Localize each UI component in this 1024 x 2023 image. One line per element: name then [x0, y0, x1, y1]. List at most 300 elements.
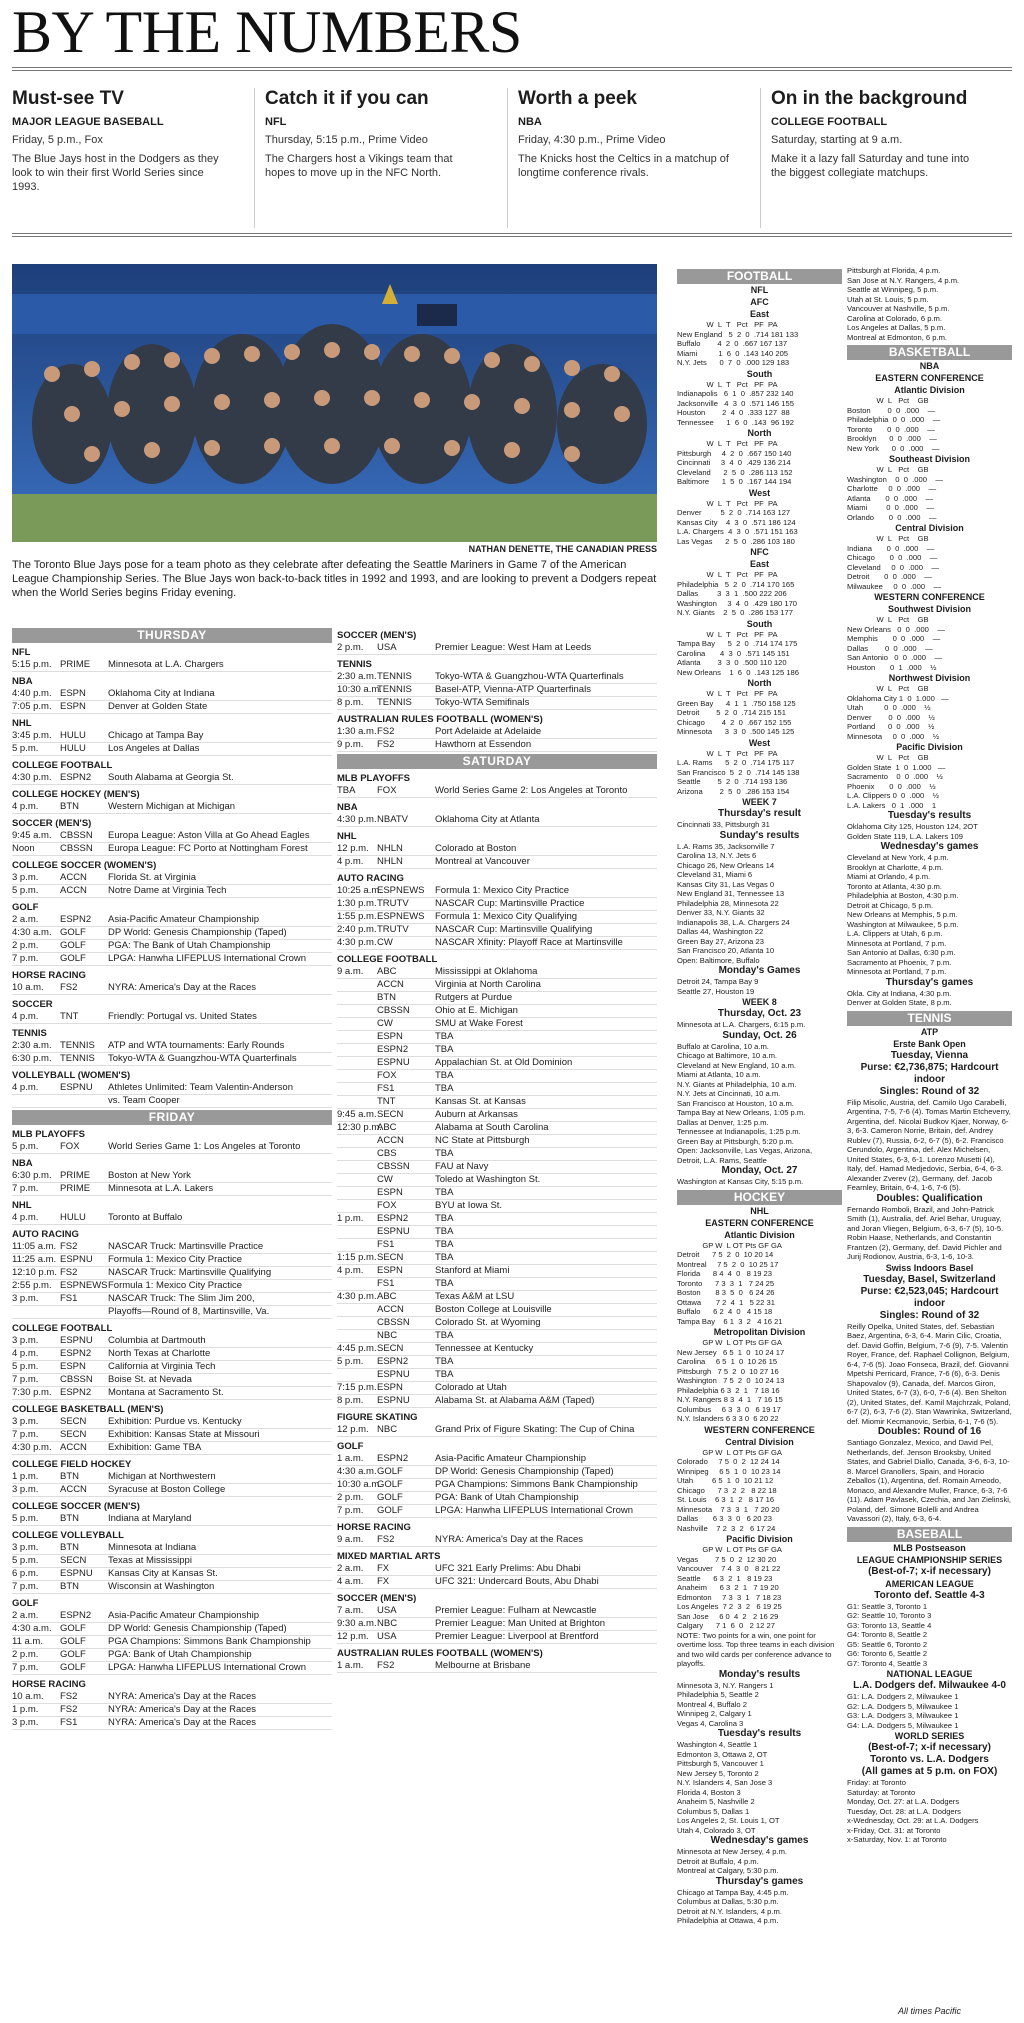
listing-time: 4:30 a.m. [337, 1466, 377, 1477]
feature-desc: The Knicks host the Celtics in a matchup of longtime conference rivals. [518, 153, 729, 179]
listing-network: BTN [60, 1581, 79, 1592]
stat-line: Cincinnati 33, Pittsburgh 31 [677, 820, 770, 829]
sport-heading: MLB PLAYOFFS [12, 1129, 86, 1140]
listing-network: ESPNU [60, 1335, 93, 1346]
sport-heading: COLLEGE FOOTBALL [12, 760, 113, 771]
listing-row [337, 1252, 657, 1265]
listing-network: GOLF [60, 1623, 86, 1634]
listing-row [12, 872, 332, 885]
listing-network: NBC [377, 1618, 398, 1629]
listing-row [12, 1636, 332, 1649]
listing-time [337, 1096, 377, 1108]
stat-line: Minnesota 3, N.Y. Rangers 1 [677, 1680, 774, 1690]
stat-line: Florida 4, Boston 3 [677, 1787, 741, 1797]
listing-network: ABC [377, 1291, 397, 1302]
stat-subheading: EASTERN CONFERENCE [705, 1217, 814, 1228]
listing-event: Playoffs—Round of 8, Martinsville, Va. [108, 1306, 270, 1317]
listing-time [337, 1369, 377, 1381]
stat-line: Orlando 0 0 .000 — [847, 512, 937, 522]
listing-row [12, 801, 332, 814]
stat-subheading: Pacific Division [726, 1534, 793, 1544]
sport-heading: NFL [12, 647, 31, 658]
stat-line: New England 5 2 0 .714 181 133 [677, 329, 799, 339]
stat-line: Montreal at Edmonton, 6 p.m. [847, 332, 948, 342]
stat-line: Indianapolis 6 1 0 .857 232 140 [677, 389, 794, 398]
listing-time: 7 p.m. [337, 1505, 364, 1516]
stat-line: Tampa Bay 5 2 0 .714 174 175 [677, 639, 798, 648]
stat-subheading: Pacific Division [896, 742, 963, 752]
listing-network: NHLN [377, 856, 403, 867]
stat-line: GP W L OT Pts GF GA [677, 1240, 782, 1250]
listing-row [337, 1031, 657, 1044]
stat-line: Washington at Kansas City, 5:15 p.m. [677, 1177, 804, 1186]
stat-line: Vegas 7 5 0 2 12 30 20 [677, 1554, 777, 1564]
listing-event: Kansas City at Kansas St. [108, 1568, 218, 1579]
stat-line: Florida 8 4 4 0 8 19 23 [677, 1269, 772, 1278]
stat-line: Philadelphia 5 2 0 .714 170 165 [677, 579, 795, 589]
stat-line: G4: Toronto 8, Seattle 2 [847, 1630, 928, 1639]
listing-network: GOLF [377, 1466, 403, 1477]
listing-event: TBA [435, 1226, 454, 1237]
stat-line: Houston 0 1 .000 ½ [847, 662, 937, 672]
listing-network: GOLF [60, 1649, 86, 1660]
stat-line: N.Y. Giants at Philadelphia, 10 a.m. [677, 1079, 797, 1089]
listing-row [12, 1649, 332, 1662]
sport-section-header: BASEBALL [847, 1527, 1012, 1542]
listing-time: 10:30 a.m. [337, 684, 382, 695]
sport-heading: AUSTRALIAN RULES FOOTBALL (WOMEN'S) [337, 1648, 543, 1659]
listing-row [337, 843, 657, 856]
listing-network: ACCN [60, 1442, 87, 1453]
stat-line: Edmonton 3, Ottawa 2, OT [677, 1749, 768, 1759]
stat-line: Miami at Atlanta, 10 a.m. [677, 1070, 761, 1079]
listing-row [12, 914, 332, 927]
stat-line: Los Angeles at Dallas, 5 p.m. [847, 323, 946, 332]
stat-line: Detroit at Chicago, 5 p.m. [847, 900, 934, 910]
listing-time: 4:30 p.m. [337, 814, 377, 825]
stat-line: Atlanta 0 0 .000 — [847, 493, 934, 503]
listing-time: 1:30 a.m. [337, 726, 377, 737]
listing-event: TBA [435, 1187, 454, 1198]
listing-event: Premier League: West Ham at Leeds [435, 642, 592, 653]
listing-network: GOLF [60, 1636, 86, 1647]
stat-line: N.Y. Islanders 6 3 3 0 6 20 22 [677, 1414, 779, 1423]
stat-line: N.Y. Jets 0 7 0 .000 129 183 [677, 358, 790, 367]
listing-row [337, 979, 657, 992]
stat-day-label: Tuesday, Basel, Switzerland [863, 1273, 996, 1285]
listing-event: NYRA: America's Day at the Races [108, 1704, 257, 1715]
stat-subheading: Central Division [725, 1436, 794, 1447]
listing-event: TBA [435, 1044, 454, 1055]
stat-line: G5: Seattle 6, Toronto 2 [847, 1639, 928, 1649]
listing-row [337, 1563, 657, 1576]
listing-event: Athletes Unlimited: Team Valentin-Anderson [108, 1082, 293, 1093]
listing-event: Port Adelaide at Adelaide [435, 726, 542, 737]
listing-time: 2:30 a.m. [337, 671, 377, 682]
listing-network: BTN [60, 1542, 79, 1553]
stat-note: NOTE: Two points for a win, one point for overtime loss. Top three teams in each division and two wild cards per conference advance to playoffs. [677, 1630, 835, 1668]
listing-network: ACCN [60, 1484, 87, 1495]
listing-event: NASCAR Xfinity: Playoff Race at Martinsville [435, 937, 623, 948]
listing-network: ESPNU [60, 1082, 93, 1093]
listing-row [12, 1241, 332, 1254]
stat-line: G1: Seattle 3, Toronto 1 [847, 1601, 928, 1611]
listing-network: FOX [377, 785, 397, 796]
listing-network: ACCN [377, 979, 404, 990]
listing-event: Exhibition: Kansas State at Missouri [108, 1429, 260, 1440]
sport-heading: NHL [12, 718, 32, 729]
listing-network: FS2 [60, 1704, 78, 1715]
listing-time: 3 p.m. [12, 1335, 39, 1346]
listing-network: FX [377, 1576, 390, 1587]
listing-time [337, 1148, 377, 1160]
listing-time: 1 a.m. [337, 1453, 364, 1464]
stat-line: Green Bay at Pittsburgh, 5:20 p.m. [677, 1136, 794, 1146]
title-rule [12, 67, 1012, 68]
day-header: FRIDAY [12, 1110, 332, 1125]
listing-row [337, 1070, 657, 1083]
sport-heading: SOCCER [12, 999, 53, 1010]
listing-event: TBA [435, 1330, 454, 1341]
stat-line: Minnesota at Portland, 7 p.m. [847, 938, 947, 948]
listing-time: 4 p.m. [12, 1212, 39, 1223]
listing-row [337, 726, 657, 739]
stat-line: Philadelphia at Boston, 4:30 p.m. [847, 891, 959, 900]
listing-time [12, 1095, 60, 1107]
listing-network: CW [377, 937, 393, 948]
listing-network: ESPNU [377, 1369, 410, 1380]
listing-row [12, 927, 332, 940]
stat-line: Carolina 6 5 1 0 10 26 15 [677, 1357, 778, 1366]
sport-section-header: TENNIS [847, 1011, 1012, 1026]
listing-event: TBA [435, 1031, 454, 1042]
listing-event: Toledo at Washington St. [435, 1174, 541, 1185]
listing-event: South Alabama at Georgia St. [108, 772, 234, 783]
stat-line: Dallas 6 3 3 0 6 20 23 [677, 1514, 772, 1523]
stat-line: Charlotte 0 0 .000 — [847, 484, 937, 493]
stat-line: Washington 7 5 2 0 10 24 13 [677, 1376, 785, 1385]
listing-row [337, 684, 657, 697]
stat-line: Anaheim 6 3 2 1 7 19 20 [677, 1583, 779, 1592]
listing-network: PRIME [60, 1170, 91, 1181]
listing-time: 8 p.m. [337, 697, 364, 708]
listing-event: Ohio at E. Michigan [435, 1005, 518, 1016]
listing-row [337, 697, 657, 710]
listing-event: Western Michigan at Michigan [108, 801, 236, 812]
listing-network: SECN [60, 1429, 87, 1440]
listing-network: ACCN [377, 1135, 404, 1146]
stat-line: N.Y. Jets at Cincinnati, 10 a.m. [677, 1089, 781, 1098]
listing-network: SECN [377, 1252, 404, 1263]
photo-credit: NATHAN DENETTE, THE CANADIAN PRESS [468, 544, 657, 554]
listing-event: Oklahoma City at Atlanta [435, 814, 540, 825]
footer-note: All times Pacific [897, 2006, 961, 2016]
listing-network: ESPN2 [60, 772, 92, 783]
stat-line: San Jose at N.Y. Rangers, 4 p.m. [847, 275, 960, 285]
sport-heading: COLLEGE SOCCER (MEN'S) [12, 1501, 140, 1512]
listing-event: NASCAR Truck: Martinsville Practice [108, 1241, 264, 1252]
listing-row [337, 1369, 657, 1382]
listing-event: NYRA: America's Day at the Races [435, 1534, 584, 1545]
features-rule-2 [12, 236, 1012, 237]
listing-row [337, 856, 657, 869]
listing-network: CBSSN [377, 1161, 410, 1172]
sport-section-header: BASKETBALL [847, 345, 1012, 360]
stat-line: Monday, Oct. 27: at L.A. Dodgers [847, 1797, 960, 1806]
listing-time: 4:40 p.m. [12, 688, 52, 699]
listing-network [60, 1095, 108, 1107]
stat-line: Detroit 5 2 0 .714 215 151 [677, 708, 786, 717]
listing-event: TBA [435, 1070, 454, 1081]
stat-line: Detroit at Buffalo, 4 p.m. [677, 1856, 759, 1866]
listing-row [12, 1387, 332, 1400]
listing-row [12, 659, 332, 672]
listing-row [12, 1662, 332, 1675]
listing-event: NASCAR Cup: Martinsville Practice [435, 898, 585, 909]
stat-subheading: Southwest Division [887, 604, 971, 614]
listing-row [12, 1471, 332, 1484]
stat-line: Buffalo 6 2 4 0 4 15 18 [677, 1307, 773, 1316]
listing-time [337, 1304, 377, 1316]
stat-line: G3: Toronto 13, Seattle 4 [847, 1620, 932, 1630]
stat-line: Denver 33, N.Y. Giants 32 [677, 908, 765, 917]
listing-time: 2 a.m. [12, 914, 39, 925]
listing-row [12, 1416, 332, 1429]
listing-event: World Series Game 2: Los Angeles at Toronto [435, 785, 628, 796]
listing-network: ABC [377, 966, 397, 977]
stat-line: W L T Pct PF PA [677, 498, 778, 508]
stat-day-label: Thursday's games [885, 976, 974, 988]
listing-row [337, 1239, 657, 1252]
stat-line: Detroit 7 5 2 0 10 20 14 [677, 1250, 774, 1259]
listing-time: 9 a.m. [337, 1534, 364, 1545]
feature-head: Must-see TV [12, 88, 124, 109]
stat-subheading: West [748, 487, 771, 498]
stat-line: Oklahoma City 1 0 1.000 — [847, 693, 949, 703]
listing-row [12, 1348, 332, 1361]
listing-event: TBA [435, 1083, 454, 1094]
stat-line: Cleveland at New York, 4 p.m. [847, 853, 949, 862]
listing-network: GOLF [60, 953, 86, 964]
listing-network: ACCN [377, 1304, 404, 1315]
listing-event: Exhibition: Game TBA [108, 1442, 202, 1453]
stat-line: Seattle 27, Houston 19 [677, 986, 755, 996]
stat-line: Cincinnati 3 4 0 .429 136 214 [677, 458, 791, 467]
stat-line: W L T Pct PF PA [677, 439, 778, 448]
listing-time: 4:30 p.m. [12, 1442, 52, 1453]
listing-network: ESPN2 [377, 1213, 409, 1224]
stat-line: Tennessee 1 6 0 .143 96 192 [677, 417, 794, 427]
listing-time [337, 1083, 377, 1095]
listing-row [12, 1429, 332, 1442]
listing-row [337, 1479, 657, 1492]
listing-time: 2:55 p.m. [12, 1280, 52, 1291]
stat-subheading: Atlantic Division [894, 385, 965, 395]
stat-subheading: WESTERN CONFERENCE [704, 1424, 815, 1435]
listing-network: NBATV [377, 814, 408, 825]
stat-line: Baltimore 1 5 0 .167 144 194 [677, 477, 792, 486]
stat-line: Indiana 0 0 .000 — [847, 543, 935, 553]
sport-heading: SOCCER (MEN'S) [12, 818, 92, 829]
stat-line: New York 0 0 .000 — [847, 443, 940, 453]
listing-time [337, 1174, 377, 1186]
listing-time: 4:30 a.m. [12, 1623, 52, 1634]
listing-network: NBC [377, 1330, 398, 1341]
stat-line: Utah 0 0 .000 ½ [847, 703, 931, 712]
listing-time: 2 p.m. [12, 1649, 39, 1660]
listing-time: 1 p.m. [337, 1213, 364, 1224]
listing-network: PRIME [60, 659, 91, 670]
listing-time [337, 1057, 377, 1069]
listing-row [337, 1057, 657, 1070]
listing-network: SECN [377, 1109, 404, 1120]
listing-time: 2 a.m. [337, 1563, 364, 1574]
listing-row [12, 1691, 332, 1704]
stat-line: Miami at Orlando, 4 p.m. [847, 872, 931, 881]
listing-network: FOX [377, 1070, 397, 1081]
stat-line: Boston 0 0 .000 — [847, 405, 936, 415]
listing-event: TBA [435, 1369, 454, 1380]
listing-event: Virginia at North Carolina [435, 979, 541, 990]
stat-line: San Antonio 0 0 .000 — [847, 653, 942, 662]
stat-line: Tuesday, Oct. 28: at L.A. Dodgers [847, 1806, 961, 1816]
listing-time: 12 p.m. [337, 843, 369, 854]
listing-time [337, 1005, 377, 1017]
listing-event: vs. Team Cooper [108, 1095, 180, 1106]
listing-event: UFC 321 Early Prelims: Abu Dhabi [435, 1563, 581, 1574]
stat-line: GP W L OT Pts GF GA [677, 1447, 782, 1457]
stat-line: Friday: at Toronto [847, 1778, 906, 1787]
listing-event: NYRA: America's Day at the Races [108, 1691, 257, 1702]
stat-line: Buffalo 4 2 0 .667 167 137 [677, 339, 788, 348]
listing-row [12, 1280, 332, 1293]
stat-line: Phoenix 0 0 .000 ½ [847, 781, 936, 791]
listing-time: 1:15 p.m. [337, 1252, 377, 1263]
stat-line: Seattle 6 3 2 1 8 19 23 [677, 1573, 773, 1583]
listing-time [337, 979, 377, 991]
stat-subheading: West [748, 737, 771, 748]
listing-time: 3 p.m. [12, 1717, 39, 1728]
listing-network: FS2 [60, 1267, 78, 1278]
stat-day-label: Wednesday's games [880, 841, 979, 852]
listing-event: NYRA: America's Day at the Races [108, 1717, 257, 1728]
listing-row [12, 1374, 332, 1387]
listing-time: 12 p.m. [337, 1631, 369, 1642]
listing-network: GOLF [60, 940, 86, 951]
listing-time: 4 p.m. [337, 856, 364, 867]
listing-network: USA [377, 1631, 397, 1642]
listing-time: 9 p.m. [337, 739, 364, 750]
stat-subheading: WORLD SERIES [894, 1731, 965, 1741]
sport-heading: COLLEGE FIELD HOCKEY [12, 1459, 132, 1470]
listing-network: GOLF [60, 1662, 86, 1673]
listing-event: Boston at New York [108, 1170, 191, 1181]
stat-day-label: Monday, Oct. 27 [721, 1165, 798, 1176]
listing-network: ESPN2 [377, 1356, 409, 1367]
listing-network: TNT [377, 1096, 396, 1107]
listing-row [337, 1135, 657, 1148]
listing-network: ESPN [60, 1361, 86, 1372]
listing-event: Grand Prix of Figure Skating: The Cup of China [435, 1424, 635, 1435]
stat-line: Open: Jacksonville, Las Vegas, Arizona, [677, 1146, 813, 1155]
stat-line: W L Pct GB [847, 396, 929, 405]
stat-line: Detroit 0 0 .000 — [847, 572, 932, 581]
listing-event: Formula 1: Mexico City Practice [108, 1280, 243, 1291]
listing-row [12, 830, 332, 843]
stat-line: Detroit at N.Y. Islanders, 4 p.m. [677, 1906, 782, 1916]
sport-heading: NHL [337, 831, 357, 842]
stat-line: W L T Pct PF PA [677, 629, 778, 639]
sport-heading: COLLEGE BASKETBALL (MEN'S) [12, 1404, 164, 1415]
listing-row [12, 843, 332, 856]
listing-row [337, 966, 657, 979]
listing-time [337, 1200, 377, 1212]
listing-time: 12:30 p.m. [337, 1122, 382, 1133]
listing-row [12, 1442, 332, 1455]
listing-network: CBSSN [60, 1374, 93, 1385]
stat-line: Washington 4, Seattle 1 [677, 1740, 758, 1749]
listing-network: FS2 [377, 1660, 395, 1671]
listing-row [12, 953, 332, 966]
stat-line: G7: Toronto 4, Seattle 3 [847, 1658, 928, 1668]
feature-catch [254, 88, 490, 228]
page-title: BY THE NUMBERS [12, 0, 522, 65]
listing-event: World Series Game 1: Los Angeles at Toronto [108, 1141, 301, 1152]
stat-line: GP W L OT Pts GF GA [677, 1338, 782, 1347]
stat-day-label: Thursday, Oct. 23 [717, 1008, 802, 1019]
stat-line: Columbus 5, Dallas 1 [677, 1806, 750, 1816]
listing-event: TBA [435, 1278, 454, 1289]
listing-event: Asia-Pacific Amateur Championship [108, 1610, 260, 1621]
listing-row [12, 1610, 332, 1623]
stat-day-label: Singles: Round of 32 [879, 1309, 980, 1321]
listing-network: CW [377, 1174, 393, 1185]
stat-line: Vancouver 7 4 3 0 8 21 22 [677, 1564, 781, 1573]
stat-line: x-Saturday, Nov. 1: at Toronto [847, 1835, 947, 1844]
sport-heading: GOLF [337, 1441, 364, 1452]
listing-row [12, 1267, 332, 1280]
listing-row [12, 1212, 332, 1225]
listing-time: 10 a.m. [12, 982, 44, 993]
listing-time: 6 p.m. [12, 1568, 39, 1579]
listing-time: 5 p.m. [12, 1555, 39, 1566]
listing-event: Tokyo-WTA & Guangzhou-WTA Quarterfinals [108, 1053, 297, 1064]
sport-heading: FIGURE SKATING [337, 1412, 418, 1423]
stat-line: Dallas 3 3 1 .500 222 206 [677, 589, 787, 598]
stat-line: W L T Pct PF PA [677, 320, 778, 329]
listing-time [337, 1226, 377, 1238]
feature-peek [507, 88, 743, 228]
stat-line: Chicago 7 3 2 2 8 22 18 [677, 1485, 777, 1495]
listing-event: Appalachian St. at Old Dominion [435, 1057, 573, 1068]
listing-network: CBSSN [60, 843, 93, 854]
photo-caption: The Toronto Blue Jays pose for a team photo as they celebrate after defeating the Seattle Mariners in Game 7 of the American League Championship Series. The Blue Jays won back-to-back titles in 1992 and 1993, and are looking to prevent a Dodgers repeat when the World Series begins Friday evening. [12, 559, 657, 599]
stat-line: Portland 0 0 .000 ½ [847, 722, 935, 731]
listing-network [60, 1306, 108, 1318]
listing-time [337, 1070, 377, 1082]
listing-row [12, 1484, 332, 1497]
sport-heading: AUSTRALIAN RULES FOOTBALL (WOMEN'S) [337, 714, 543, 725]
stat-subheading: NATIONAL LEAGUE [886, 1669, 973, 1679]
listing-row [12, 701, 332, 714]
listing-network: CBSSN [377, 1005, 410, 1016]
listing-time: 7 p.m. [12, 1374, 39, 1385]
listing-network: FX [377, 1563, 390, 1574]
feature-must-see [2, 88, 238, 228]
listing-time: 10:25 a.m. [337, 885, 382, 896]
listing-network: ESPN2 [377, 1453, 409, 1464]
sport-heading: COLLEGE FOOTBALL [337, 954, 438, 965]
